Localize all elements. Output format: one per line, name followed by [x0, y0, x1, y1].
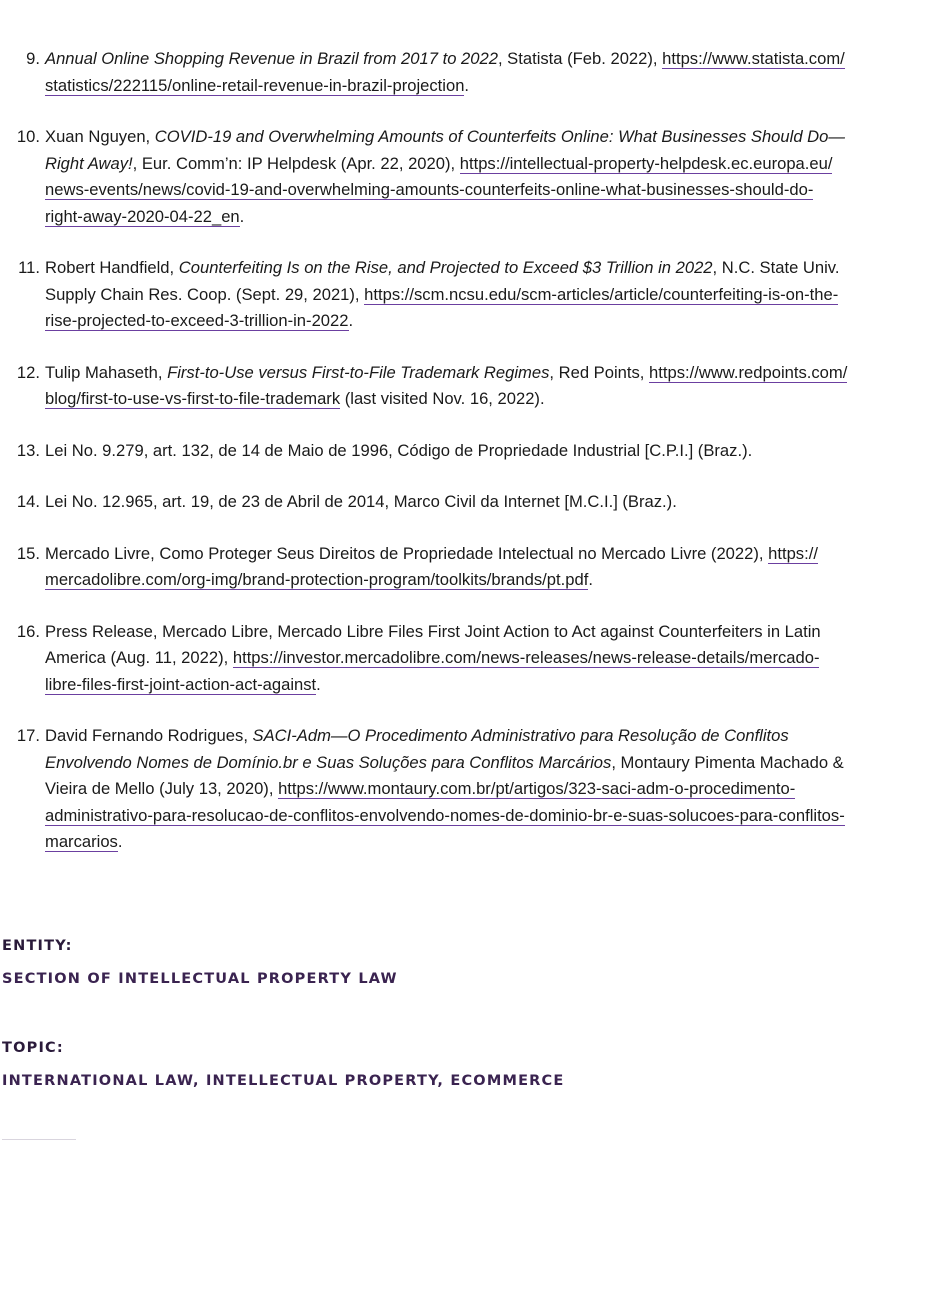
endnote-author: Tulip Mahaseth,: [45, 362, 168, 382]
endnote-title: Annual Online Shopping Revenue in Brazil from 2017 to 2022: [45, 49, 498, 68]
topic-label: TOPIC:: [2, 1040, 64, 1056]
endnote-number: 12.: [16, 362, 40, 382]
endnote-source: Mercado Livre, Como Proteger Seus Direitos de Propriedade Intelectual no Mercado Livre (2022),: [45, 543, 769, 563]
endnote-link[interactable]: https://www.statista.com/statistics/222115/online-retail-revenue-in-brazil-projection: [45, 49, 845, 95]
endnote-number: 10.: [16, 127, 40, 146]
entity-label: ENTITY:: [2, 938, 73, 954]
endnote-author: Xuan Nguyen,: [45, 127, 155, 146]
endnote-9: [0, 46, 850, 99]
endnote-tail: .: [117, 832, 123, 851]
endnote-link[interactable]: https://mercadolibre.com/org-img/brand-protection-program/toolkits/brands/pt.pdf: [45, 543, 818, 589]
endnote-tail: .: [464, 75, 470, 95]
endnote-11: [0, 255, 850, 335]
endnote-tail: .: [588, 570, 593, 589]
endnote-link[interactable]: https://intellectual-property-helpdesk.ec.europa.eu/news-events/news/covid-19-and-overwhelming-amounts-counterfeits-online-what-businesses-should-do-right-away-2020-04-22_en: [45, 153, 833, 226]
section-divider: [2, 1139, 76, 1140]
endnote-title: First-to-Use versus First-to-File Trademark Regimes: [167, 362, 550, 382]
endnote-number: 16.: [16, 621, 40, 641]
endnote-title: COVID-19 and Overwhelming Amounts of Counterfeits Online: What Businesses Should Do—Right Away!: [45, 127, 845, 173]
endnote-link[interactable]: https://scm.ncsu.edu/scm-articles/article/counterfeiting-is-on-the-rise-projected-to-exceed-3-trillion-in-2022: [45, 284, 839, 330]
endnote-link[interactable]: https://www.redpoints.com/blog/first-to-use-vs-first-to-file-trademark: [45, 362, 848, 408]
endnotes-list: [0, 46, 850, 881]
endnote-16: [0, 619, 850, 699]
endnote-source: , Statista (Feb. 2022),: [497, 49, 663, 68]
endnote-14: [0, 489, 850, 516]
endnote-17: [0, 723, 850, 856]
endnote-title: SACI-Adm—O Procedimento Administrativo para Resolução de Conflitos Envolvendo Nomes de Domínio.br e Suas Soluções para Conflitos Marcários: [45, 726, 789, 772]
topic-value[interactable]: INTERNATIONAL LAW, INTELLECTUAL PROPERTY, ECOMMERCE: [2, 1073, 565, 1089]
endnote-number: 13.: [16, 440, 40, 460]
endnote-number: 17.: [16, 726, 40, 745]
endnote-author: David Fernando Rodrigues,: [45, 726, 253, 745]
endnote-tail: .: [348, 311, 354, 330]
endnote-number: 15.: [16, 543, 40, 563]
endnote-tail: .: [316, 674, 321, 694]
endnote-source: , Eur. Comm’n: IP Helpdesk (Apr. 22, 2020),: [132, 153, 460, 173]
endnote-link[interactable]: https://investor.mercadolibre.com/news-releases/news-release-details/mercado-libre-files-first-joint-action-act-against: [45, 648, 820, 694]
endnote-title: Counterfeiting Is on the Rise, and Projected to Exceed $3 Trillion in 2022: [178, 258, 713, 277]
endnote-source: , Montaury Pimenta Machado & Vieira de Mello (July 13, 2020),: [45, 752, 844, 798]
endnote-text: Lei No. 12.965, art. 19, de 23 de Abril de 2014, Marco Civil da Internet [M.C.I.] (Braz.).: [45, 492, 677, 511]
endnote-text: Lei No. 9.279, art. 132, de 14 de Maio de 1996, Código de Propriedade Industrial [C.P.I.] (Braz.).: [45, 440, 753, 460]
endnote-number: 9.: [26, 49, 40, 68]
endnote-tail: .: [239, 206, 245, 226]
endnote-13: [0, 438, 850, 465]
endnote-source: Press Release, Mercado Libre, Mercado Libre Files First Joint Action to Act against Counterfeiters in Latin America (Aug. 11, 2022),: [45, 621, 821, 667]
endnote-author: Robert Handfield,: [45, 258, 179, 277]
endnote-number: 11.: [18, 258, 40, 277]
endnote-tail: (last visited Nov. 16, 2022).: [340, 389, 545, 408]
endnote-source: , N.C. State Univ. Supply Chain Res. Coop. (Sept. 29, 2021),: [45, 258, 840, 304]
entity-value[interactable]: SECTION OF INTELLECTUAL PROPERTY LAW: [2, 971, 398, 987]
endnote-12: [0, 360, 850, 413]
endnote-10: [0, 124, 850, 230]
endnote-source: , Red Points,: [549, 362, 650, 382]
endnote-link[interactable]: https://www.montaury.com.br/pt/artigos/323-saci-adm-o-procedimento-administrativo-para-resolucao-de-conflitos-envolvendo-nomes-de-dominio-br-e-suas-solucoes-para-conflitos-marcarios: [45, 779, 845, 851]
endnote-15: [0, 541, 850, 594]
endnote-number: 14.: [16, 492, 40, 511]
